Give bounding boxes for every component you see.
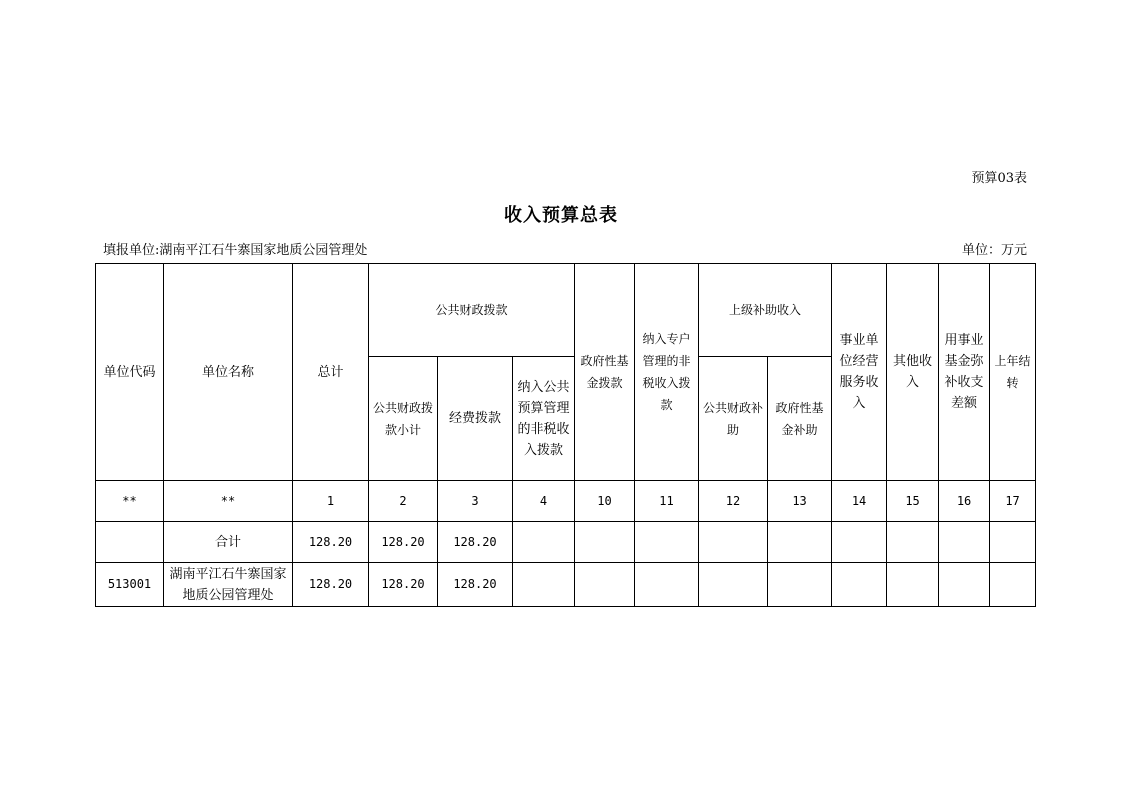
cell-carryover (990, 563, 1036, 607)
index-cell: 15 (887, 481, 939, 522)
index-row (96, 481, 1036, 522)
table-row-total (96, 522, 1036, 563)
form-number: 预算03表 (971, 171, 1027, 186)
header-unit-name: 单位名称 (164, 264, 293, 481)
cell-gov-fund (575, 522, 635, 563)
cell-special-nontax (635, 563, 699, 607)
cell-pf-funding: 128.20 (438, 522, 513, 563)
reporting-unit: 填报单位:湖南平江石牛寨国家地质公园管理处 (103, 243, 368, 258)
cell-pf-nontax (513, 522, 575, 563)
header-sup-public: 公共财政补助 (699, 357, 768, 481)
cell-carryover (990, 522, 1036, 563)
index-cell: 2 (369, 481, 438, 522)
header-gov-fund: 政府性基金拨款 (575, 264, 635, 481)
index-cell: 14 (832, 481, 887, 522)
header-business-income: 事业单位经营服务收入 (832, 264, 887, 481)
header-pf-subtotal: 公共财政拨款小计 (369, 357, 438, 481)
cell-sup-public (699, 522, 768, 563)
currency-unit: 单位：万元 (961, 243, 1027, 258)
cell-pf-subtotal: 128.20 (369, 563, 438, 607)
index-cell: 17 (990, 481, 1036, 522)
cell-business (832, 522, 887, 563)
header-other-income: 其他收入 (887, 264, 939, 481)
cell-pf-subtotal: 128.20 (369, 522, 438, 563)
cell-total: 128.20 (293, 522, 369, 563)
index-cell: 3 (438, 481, 513, 522)
cell-sup-public (699, 563, 768, 607)
index-cell: 1 (293, 481, 369, 522)
header-carryover: 上年结转 (990, 264, 1036, 481)
cell-pf-nontax (513, 563, 575, 607)
cell-unit-name: 合计 (164, 522, 293, 563)
header-unit-code: 单位代码 (96, 264, 164, 481)
cell-fund-cover (939, 563, 990, 607)
cell-special-nontax (635, 522, 699, 563)
cell-total: 128.20 (293, 563, 369, 607)
cell-unit-code (96, 522, 164, 563)
cell-gov-fund (575, 563, 635, 607)
header-row-1 (96, 264, 1036, 357)
cell-fund-cover (939, 522, 990, 563)
cell-unit-name: 湖南平江石牛寨国家地质公园管理处 (164, 563, 293, 607)
cell-unit-code: 513001 (96, 563, 164, 607)
cell-sup-gov-fund (768, 522, 832, 563)
header-superior-subsidy: 上级补助收入 (699, 264, 832, 357)
index-cell: 4 (513, 481, 575, 522)
index-cell: 12 (699, 481, 768, 522)
cell-business (832, 563, 887, 607)
header-fund-cover: 用事业基金弥补收支差额 (939, 264, 990, 481)
index-cell: 16 (939, 481, 990, 522)
header-pf-funding: 经费拨款 (438, 357, 513, 481)
cell-other (887, 522, 939, 563)
header-public-finance: 公共财政拨款 (369, 264, 575, 357)
index-cell: 13 (768, 481, 832, 522)
index-cell: 11 (635, 481, 699, 522)
header-pf-nontax: 纳入公共预算管理的非税收入拨款 (513, 357, 575, 481)
cell-sup-gov-fund (768, 563, 832, 607)
index-cell: 10 (575, 481, 635, 522)
index-cell: ** (164, 481, 293, 522)
income-budget-table (95, 263, 1036, 607)
header-sup-gov-fund: 政府性基金补助 (768, 357, 832, 481)
table-row-unit (96, 563, 1036, 607)
header-special-nontax: 纳入专户管理的非税收入拨款 (635, 264, 699, 481)
cell-pf-funding: 128.20 (438, 563, 513, 607)
index-cell: ** (96, 481, 164, 522)
cell-other (887, 563, 939, 607)
page-title: 收入预算总表 (504, 205, 618, 226)
header-total: 总计 (293, 264, 369, 481)
